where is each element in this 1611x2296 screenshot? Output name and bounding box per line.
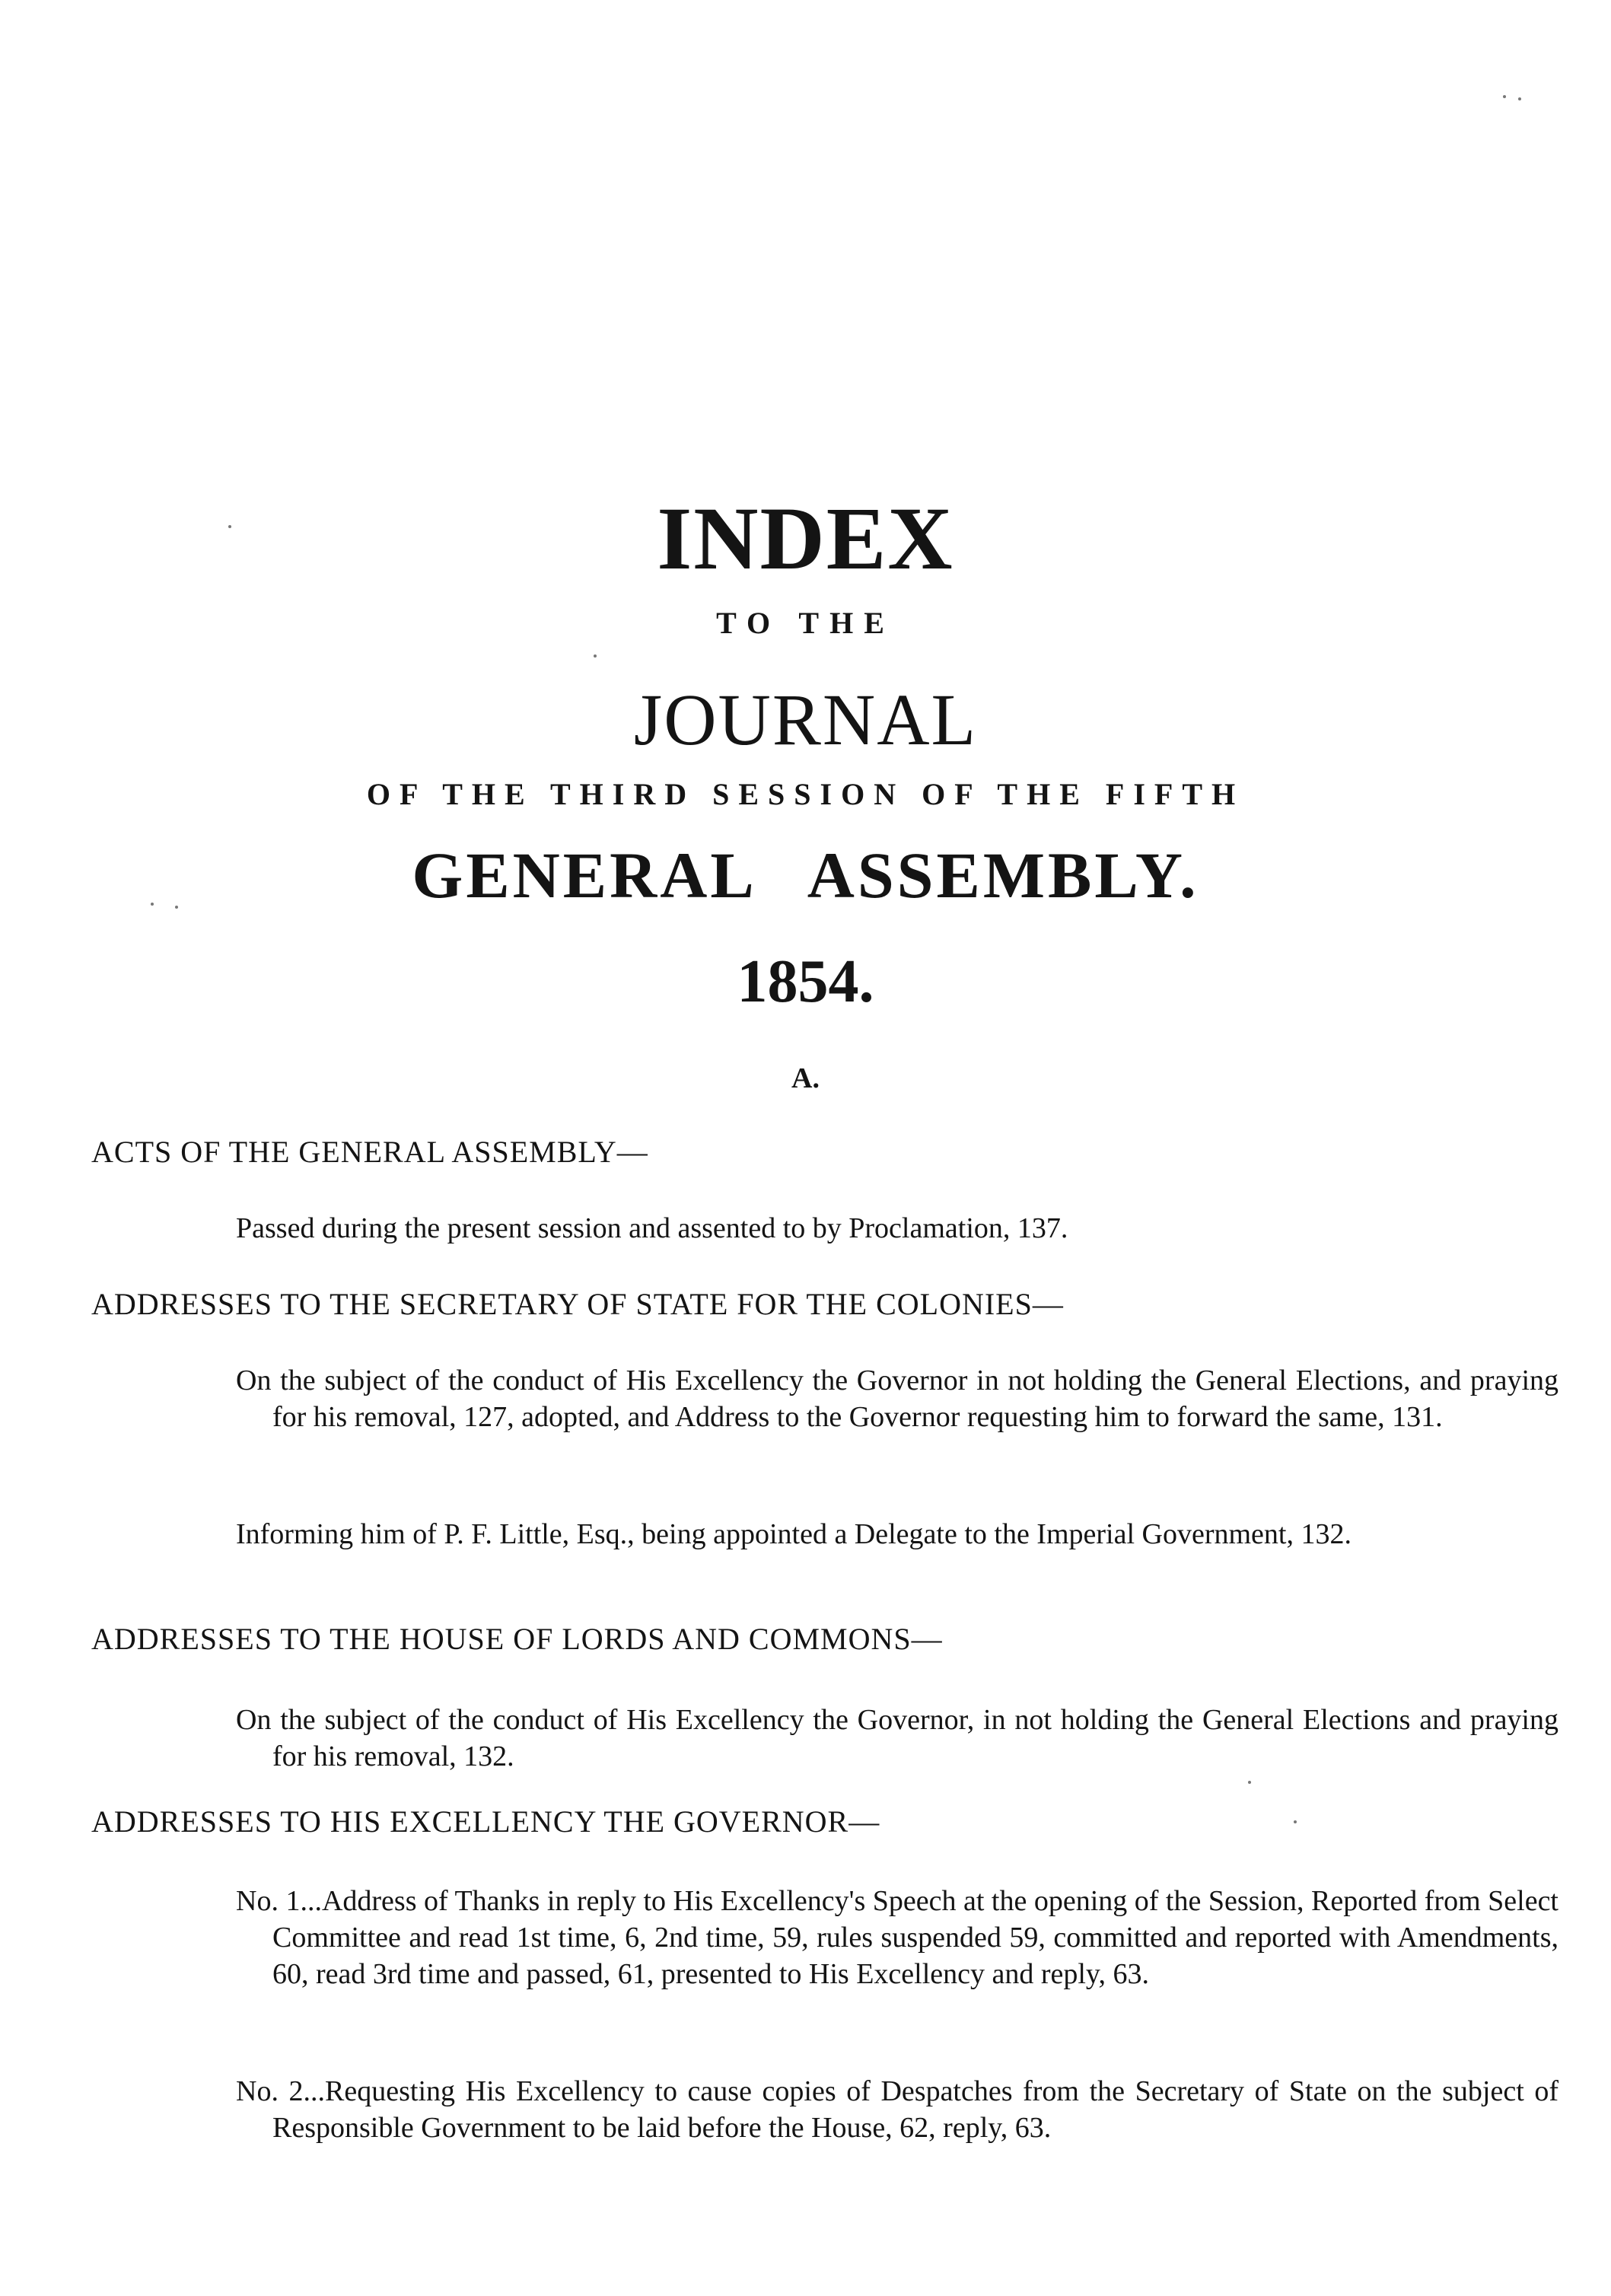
title-year: 1854. — [737, 948, 874, 1015]
heading-lords-and-commons: ADDRESSES TO THE HOUSE OF LORDS AND COMMONS— — [91, 1622, 943, 1656]
entry-governor-2: No. 2...Requesting His Excellency to cause copies of Despatches from the Secretary of State on the subject of Responsible Government to be laid before the House, 62, reply, 63. — [236, 2075, 1558, 2144]
title-to-the: TO THE — [716, 606, 895, 640]
title-journal: JOURNAL — [633, 679, 978, 760]
entry-governor-1: No. 1...Address of Thanks in reply to His Excellency's Speech at the opening of the Session, Reported from Select Committee and read 1st time, 6, 2nd time, 59, rules suspended 59, committed and reported with Amendments, 60, read 3rd time and passed, 61, presented to His Excellency and reply, 63. — [236, 1885, 1558, 1990]
heading-secretary-of-state: ADDRESSES TO THE SECRETARY OF STATE FOR THE COLONIES— — [91, 1287, 1064, 1321]
heading-governor: ADDRESSES TO HIS EXCELLENCY THE GOVERNOR— — [91, 1804, 880, 1839]
title-session: OF THE THIRD SESSION OF THE FIFTH — [366, 777, 1245, 811]
title-index: INDEX — [657, 489, 954, 588]
entry-lords-1: On the subject of the conduct of His Excellency the Governor, in not holding the General Elections and praying for his removal, 132. — [236, 1704, 1558, 1772]
title-general-assembly: GENERAL ASSEMBLY. — [412, 839, 1199, 912]
section-letter: A. — [791, 1062, 820, 1094]
entry-acts-1: Passed during the present session and assented to by Proclamation, 137. — [236, 1212, 1068, 1244]
heading-acts: ACTS OF THE GENERAL ASSEMBLY— — [91, 1135, 648, 1169]
entry-secretary-2: Informing him of P. F. Little, Esq., being appointed a Delegate to the Imperial Government, 132. — [236, 1518, 1352, 1550]
entry-secretary-1: On the subject of the conduct of His Excellency the Governor in not holding the General Elections, and praying for his removal, 127, adopted, and Address to the Governor requesting him to forward the same, 131. — [236, 1365, 1558, 1433]
